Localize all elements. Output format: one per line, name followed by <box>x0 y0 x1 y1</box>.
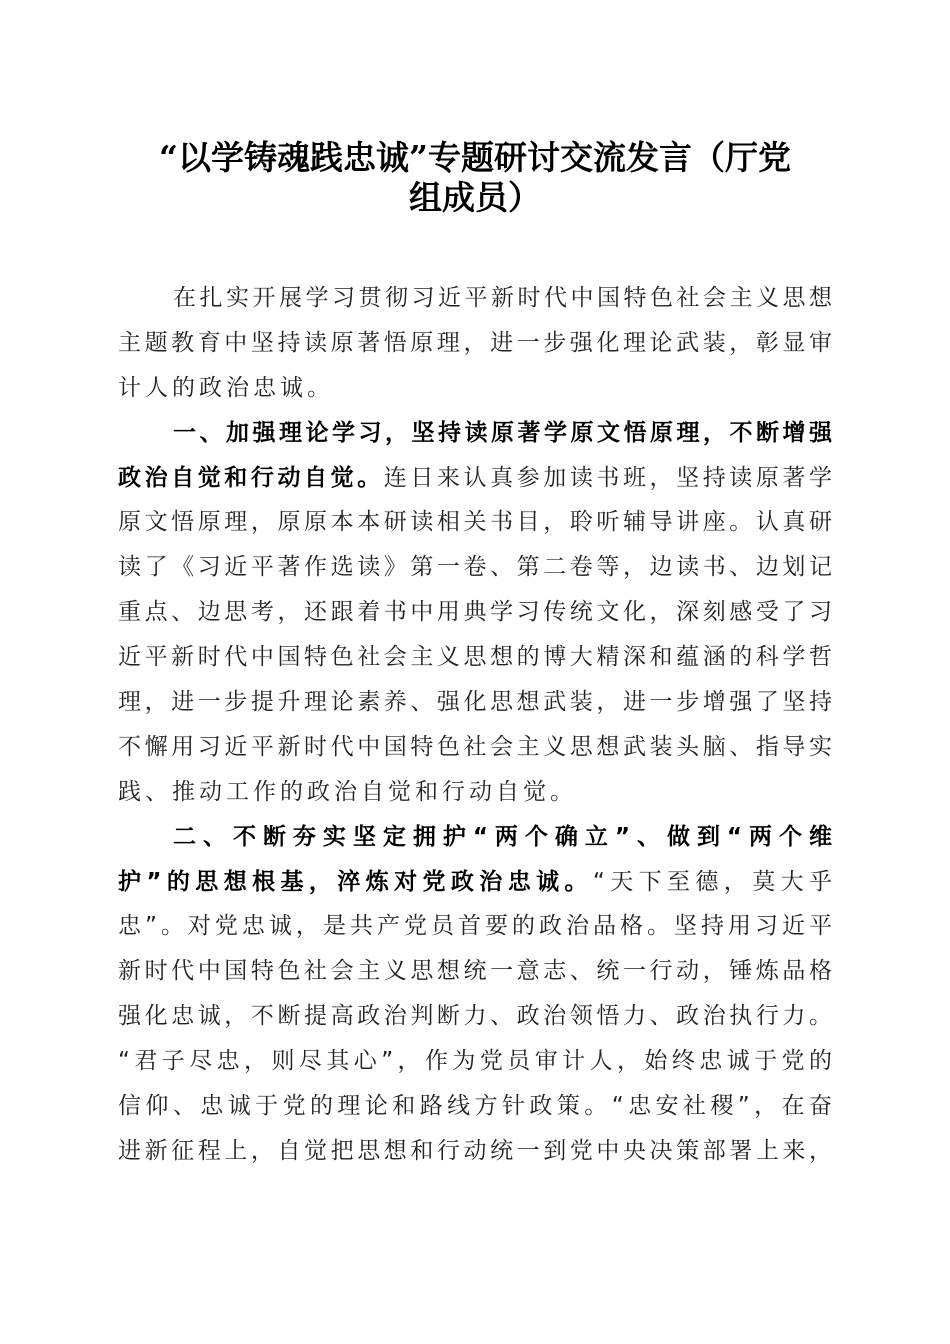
section-1-line <box>118 456 832 501</box>
document-body <box>118 276 832 1174</box>
section-2-line: 进新征程上，自觉把思想和行动统一到党中央决策部署上来， <box>118 1137 832 1164</box>
paragraph-intro-line: 主题教育中坚持读原著悟原理，进一步强化理论武装，彰显审 <box>118 329 832 356</box>
section-2-line <box>118 860 832 905</box>
section-1-line: 践、推动工作的政治自觉和行动自觉。 <box>118 778 577 805</box>
section-2-heading: 二、不断夯实坚定拥护“两个确立”、做到“两个维 <box>173 823 832 850</box>
section-2-line: “君子尽忠，则尽其心”，作为党员审计人，始终忠诚于党的 <box>118 1048 832 1075</box>
section-1-heading: 一、加强理论学习，坚持读原著学原文悟原理，不断增强 <box>173 419 832 446</box>
section-2-line: 强化忠诚，不断提高政治判断力、政治领悟力、政治执行力。 <box>118 1003 832 1030</box>
section-1-line: 读了《习近平著作选读》第一卷、第二卷等，边读书、边划记 <box>118 554 832 581</box>
section-2-line: 信仰、忠诚于党的理论和路线方针政策。“忠安社稷”，在奋 <box>118 1093 832 1120</box>
paragraph-intro-line: 计人的政治忠诚。 <box>118 374 334 401</box>
section-2-heading-end: 护”的思想根基，淬炼对党政治忠诚。 <box>118 868 593 895</box>
document-title-line-2: 组成员） <box>409 178 541 217</box>
section-1-heading-end: 政治自觉和行动自觉。 <box>118 464 384 491</box>
section-2-text: “天下至德，莫大乎 <box>592 868 832 895</box>
section-2-line: 新时代中国特色社会主义思想统一意志、统一行动，锤炼品格 <box>118 958 832 985</box>
section-1-line: 重点、边思考，还跟着书中用典学习传统文化，深刻感受了习 <box>118 599 832 626</box>
section-1-line: 不懈用习近平新时代中国特色社会主义思想武装头脑、指导实 <box>118 733 832 760</box>
section-1-line: 近平新时代中国特色社会主义思想的博大精深和蕴涵的科学哲 <box>118 644 832 671</box>
paragraph-intro-line: 在扎实开展学习贯彻习近平新时代中国特色社会主义思想 <box>173 285 832 311</box>
section-2-line: 忠”。对党忠诚，是共产党员首要的政治品格。坚持用习近平 <box>118 913 832 940</box>
document-title-line-1: “以学铸魂践忠诚”专题研讨交流发言（厅党 <box>159 138 791 177</box>
section-1-line: 原文悟原理，原原本本研读相关书目，聆听辅导讲座。认真研 <box>118 509 832 536</box>
section-1-text: 连日来认真参加读书班，坚持读原著学 <box>383 464 833 491</box>
section-1-line: 理，进一步提升理论素养、强化思想武装，进一步增强了坚持 <box>118 689 832 716</box>
